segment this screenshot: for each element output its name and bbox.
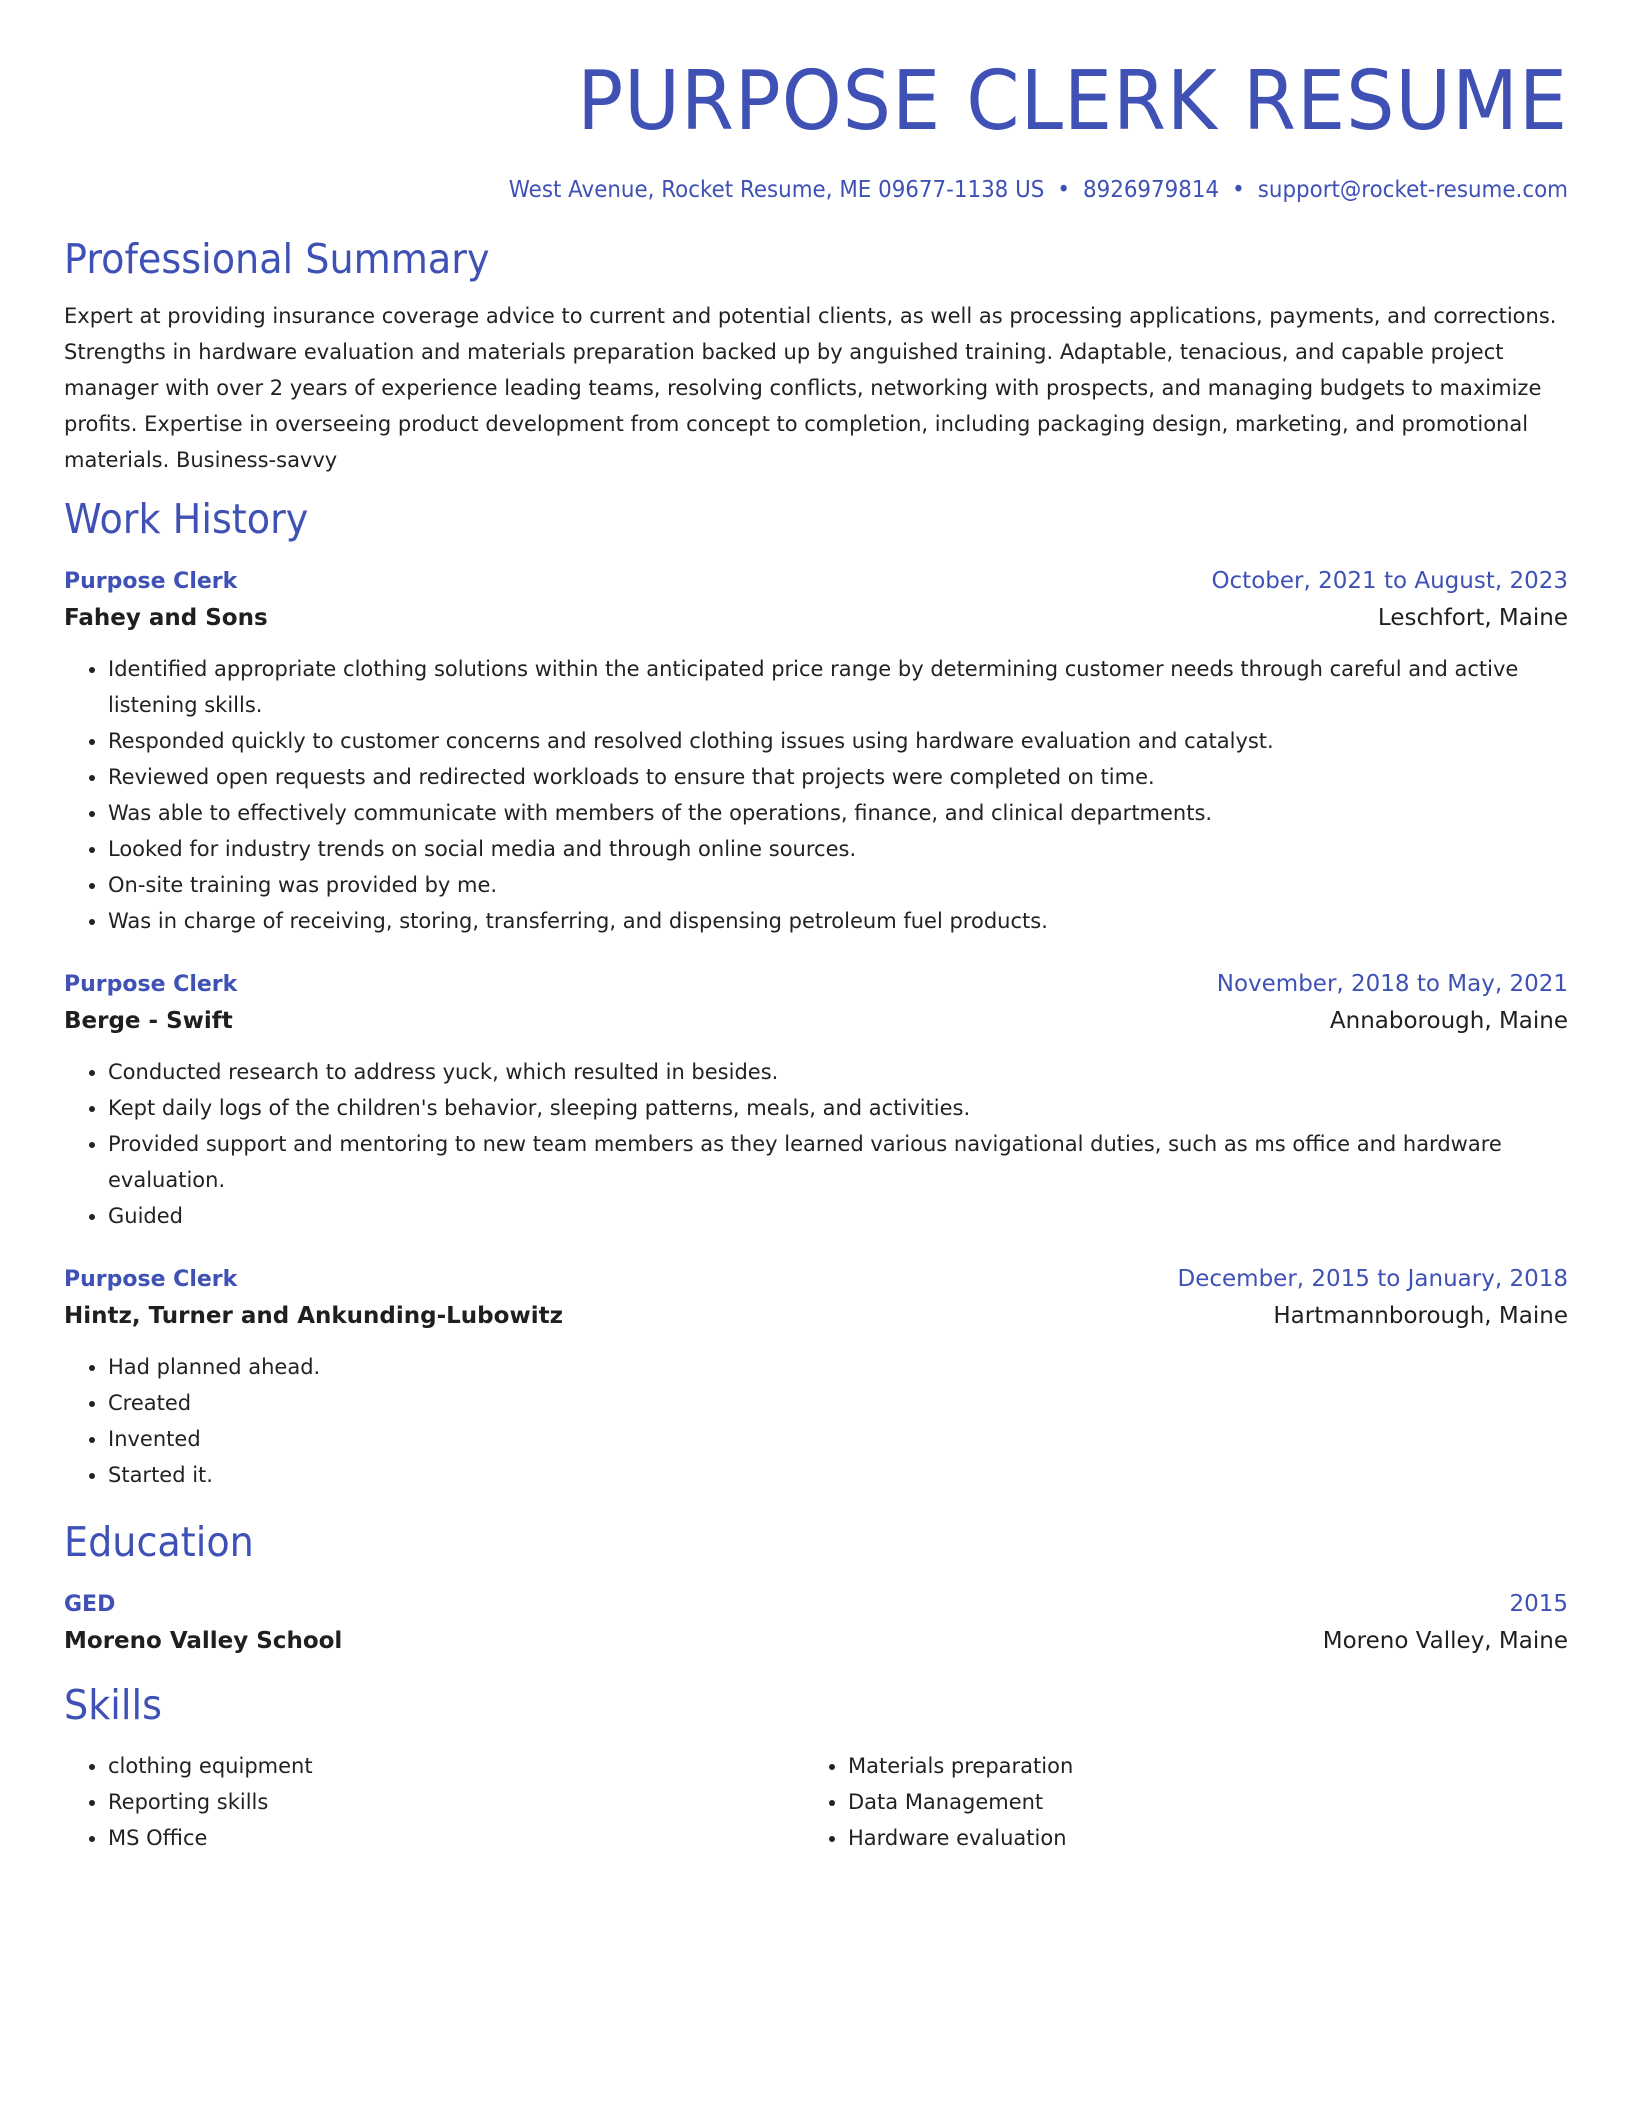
contact-email: support@rocket-resume.com	[1257, 177, 1568, 203]
contact-phone: 8926979814	[1082, 177, 1220, 203]
contact-line	[169, 174, 1568, 206]
skill-item: • Hardware evaluation	[848, 1820, 1568, 1856]
skills-column-right	[804, 1748, 1568, 1856]
job-entry	[64, 967, 1568, 1234]
contact-separator: •	[1057, 177, 1070, 203]
list-item: • Started it.	[108, 1457, 1568, 1493]
job-title: Purpose Clerk	[64, 569, 238, 594]
list-item: • Guided	[108, 1198, 1568, 1234]
job-company-row	[64, 599, 1568, 637]
skill-item: • Materials preparation	[848, 1748, 1568, 1784]
resume-name: PURPOSE CLERK RESUME	[577, 54, 1568, 149]
list-item: • Was able to effectively communicate with members of the operations, finance, and clinical departments.	[108, 795, 1568, 831]
skills-section	[64, 1680, 1568, 1856]
education-school-row	[64, 1622, 1568, 1660]
job-header-row	[64, 1262, 1568, 1297]
job-bullets	[64, 1349, 1568, 1493]
list-item: • Identified appropriate clothing solutions within the anticipated price range by determining customer needs through careful and active listening skills.	[108, 651, 1568, 723]
education-entry	[64, 1587, 1568, 1660]
list-item: • Reviewed open requests and redirected workloads to ensure that projects were completed on time.	[108, 759, 1568, 795]
list-item: • Responded quickly to customer concerns and resolved clothing issues using hardware evaluation and catalyst.	[108, 723, 1568, 759]
list-item: • Looked for industry trends on social media and through online sources.	[108, 831, 1568, 867]
job-entry	[64, 564, 1568, 939]
skill-item: • MS Office	[108, 1820, 804, 1856]
list-item: • Conducted research to address yuck, which resulted in besides.	[108, 1054, 1568, 1090]
job-company-row	[64, 1297, 1568, 1335]
job-bullets	[64, 651, 1568, 939]
skill-item: • clothing equipment	[108, 1748, 804, 1784]
job-location: Leschfort, Maine	[1377, 605, 1568, 631]
job-entry	[64, 1262, 1568, 1493]
job-company-row	[64, 1002, 1568, 1040]
work-history-heading: Work History	[64, 495, 309, 543]
job-header-row	[64, 967, 1568, 1002]
list-item: • Was in charge of receiving, storing, transferring, and dispensing petroleum fuel products.	[108, 903, 1568, 939]
skills-column-left	[64, 1748, 804, 1856]
education-year: 2015	[1509, 1591, 1568, 1617]
work-history-section	[64, 494, 1568, 1493]
skills-heading: Skills	[64, 1681, 162, 1729]
job-dates: October, 2021 to August, 2023	[1211, 568, 1568, 594]
job-dates: November, 2018 to May, 2021	[1216, 971, 1568, 997]
education-degree: GED	[64, 1592, 116, 1617]
education-location: Moreno Valley, Maine	[1322, 1628, 1568, 1654]
summary-section	[64, 234, 1568, 478]
summary-text: Expert at providing insurance coverage advice to current and potential clients, as well as processing applications, payments, and corrections. Strengths in hardware evaluation and materials preparation backed up by anguished training. Adaptable, tenacious, and capable project manager with over 2 years of experience leading teams, resolving conflicts, networking with prospects, and managing budgets to maximize profits. Expertise in overseeing product development from concept to completion, including packaging design, marketing, and promotional materials. Business-savvy	[64, 304, 1557, 472]
job-company: Berge - Swift	[64, 1008, 233, 1034]
job-bullets	[64, 1054, 1568, 1234]
job-title: Purpose Clerk	[64, 972, 238, 997]
job-dates: December, 2015 to January, 2018	[1177, 1266, 1568, 1292]
list-item: • Had planned ahead.	[108, 1349, 1568, 1385]
education-section	[64, 1517, 1568, 1660]
list-item: • Created	[108, 1385, 1568, 1421]
list-item: • On-site training was provided by me.	[108, 867, 1568, 903]
summary-heading: Professional Summary	[64, 235, 490, 283]
list-item: • Kept daily logs of the children's behavior, sleeping patterns, meals, and activities.	[108, 1090, 1568, 1126]
skill-item: • Data Management	[848, 1784, 1568, 1820]
education-school: Moreno Valley School	[64, 1628, 343, 1654]
skills-grid	[64, 1748, 1568, 1856]
job-location: Annaborough, Maine	[1329, 1008, 1568, 1034]
skill-item: • Reporting skills	[108, 1784, 804, 1820]
education-heading: Education	[64, 1518, 254, 1566]
job-company: Fahey and Sons	[64, 605, 268, 631]
contact-address: West Avenue, Rocket Resume, ME 09677-1138 US	[508, 177, 1045, 203]
contact-separator: •	[1232, 177, 1245, 203]
list-item: • Invented	[108, 1421, 1568, 1457]
resume-header	[64, 52, 1568, 206]
job-title: Purpose Clerk	[64, 1267, 238, 1292]
education-header-row	[64, 1587, 1568, 1622]
job-location: Hartmannborough, Maine	[1273, 1303, 1568, 1329]
job-company: Hintz, Turner and Ankunding-Lubowitz	[64, 1303, 563, 1329]
job-header-row	[64, 564, 1568, 599]
list-item: • Provided support and mentoring to new team members as they learned various navigational duties, such as ms office and hardware evaluation.	[108, 1126, 1568, 1198]
